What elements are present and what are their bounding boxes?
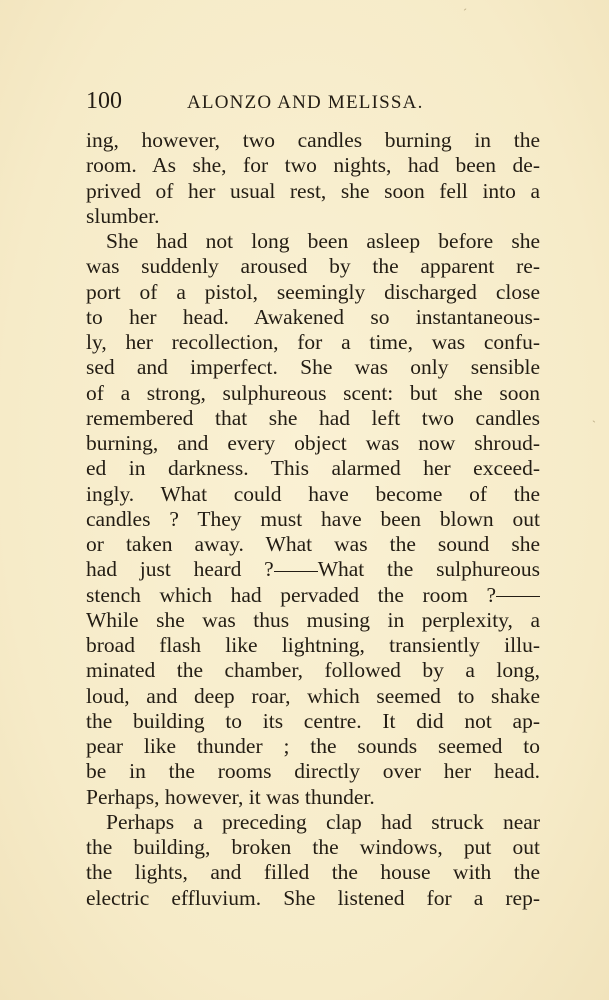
text-line: prived of her usual rest, she soon fell into a — [86, 178, 540, 203]
text-line: electric effluvium. She listened for a rep- — [86, 885, 540, 910]
text-line: the building to its centre. It did not ap- — [86, 708, 540, 733]
text-line: broad flash like lightning, transiently illu- — [86, 633, 540, 657]
em-dash-rule — [496, 596, 540, 597]
text-line-with-dash — [86, 583, 540, 608]
text-line-with-dash — [86, 557, 540, 582]
text-line: While she was thus musing in perplexity, a — [86, 607, 540, 632]
text-line: Perhaps, however, it was thunder. — [86, 784, 375, 809]
text-line: be in the rooms directly over her head. — [86, 759, 540, 784]
page-header — [86, 88, 546, 118]
text-line: was suddenly aroused by the apparent re- — [86, 254, 540, 279]
text-line: slumber. — [86, 203, 160, 228]
text-line: loud, and deep roar, which seemed to shake — [86, 683, 540, 708]
running-head: ALONZO AND MELISSA. — [187, 92, 424, 113]
text-line: of a strong, sulphureous scent: but she soon — [86, 380, 540, 405]
text-line: or taken away. What was the sound she — [86, 532, 540, 556]
body-text — [86, 128, 540, 911]
text-line: minated the chamber, followed by a long, — [86, 658, 540, 683]
text-line: remembered that she had left two candles — [86, 405, 540, 430]
text-line: candles ? They must have been blown out — [86, 506, 540, 531]
text-line: ed in darkness. This alarmed her exceed- — [86, 456, 540, 481]
text-line: to her head. Awakened so instantaneous- — [86, 304, 540, 329]
paragraph-start-line: Perhaps a preceding clap had struck near — [106, 809, 540, 834]
em-dash-rule — [274, 571, 318, 572]
text-line: ly, her recollection, for a time, was confu- — [86, 330, 540, 354]
text-line: the lights, and filled the house with the — [86, 860, 540, 885]
paper-speck: ˊ — [463, 6, 467, 20]
text-fragment: stench which had pervaded the room ? — [86, 582, 496, 607]
text-line: pear like thunder ; the sounds seemed to — [86, 734, 540, 758]
text-line: burning, and every object was now shroud- — [86, 431, 540, 455]
text-line: sed and imperfect. She was only sensible — [86, 355, 540, 380]
text-fragment: What the sulphureous — [317, 557, 540, 582]
text-line: port of a pistol, seemingly discharged close — [86, 279, 540, 304]
paper-speck: ˋ — [592, 418, 596, 432]
page-number: 100 — [86, 88, 122, 114]
text-line: the building, broken the windows, put out — [86, 835, 540, 859]
text-line: room. As she, for two nights, had been de- — [86, 153, 540, 178]
paragraph-start-line: She had not long been asleep before she — [106, 229, 540, 253]
text-fragment: had just heard ? — [86, 557, 274, 582]
text-line: ing, however, two candles burning in the — [86, 128, 540, 152]
text-line: ingly. What could have become of the — [86, 481, 540, 506]
